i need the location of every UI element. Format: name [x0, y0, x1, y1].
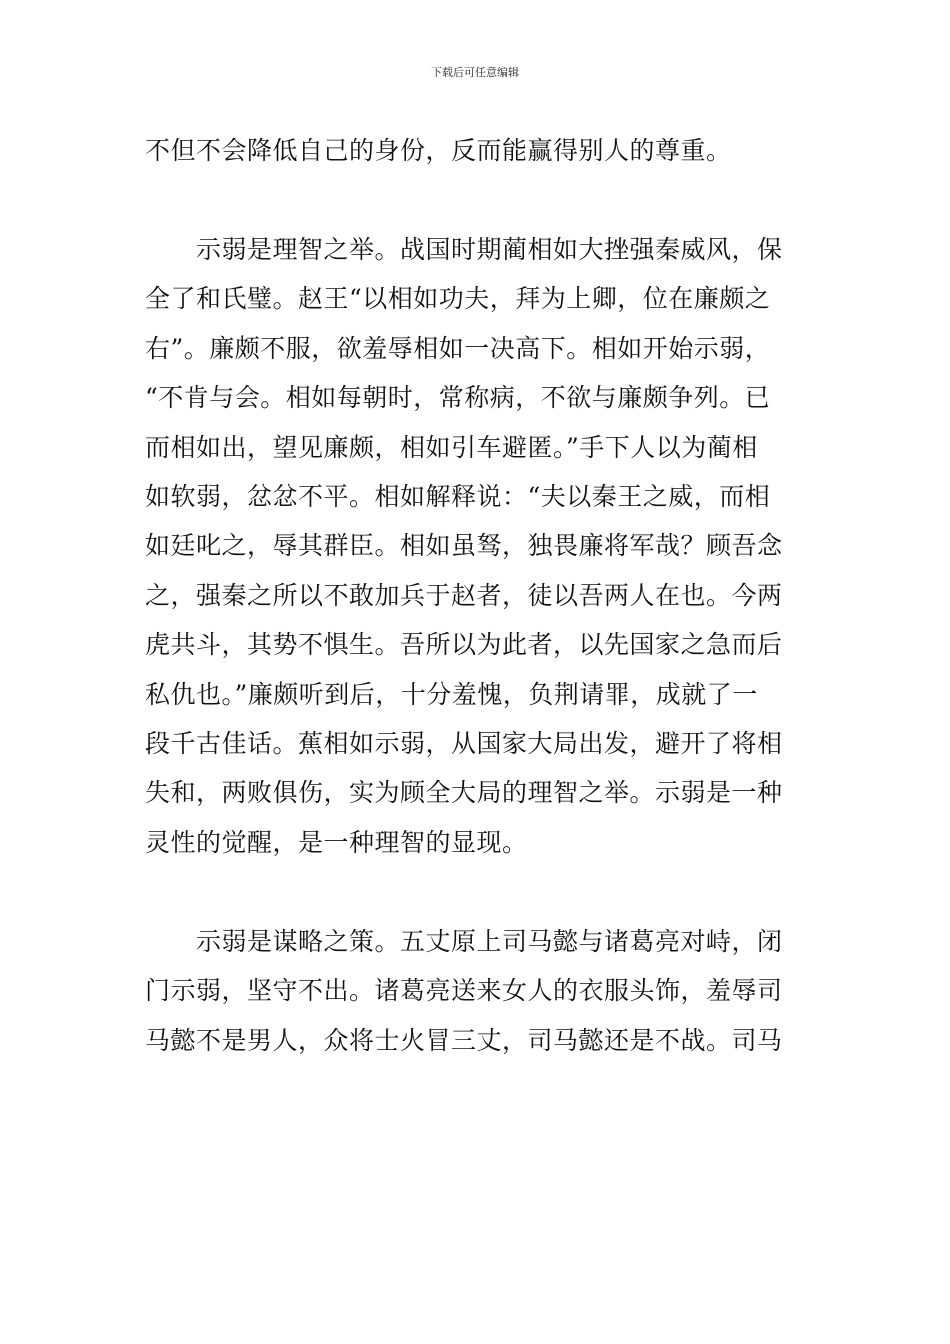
paragraph-1: [145, 126, 810, 175]
text-line: 如廷叱之，辱其群臣。相如虽驽，独畏廉将军哉？顾吾念: [145, 531, 783, 561]
text-line: “不肯与会。相如每朝时，常称病，不欲与廉颇争列。已: [145, 383, 771, 413]
text-line: 虎共斗，其势不惧生。吾所以为此者，以先国家之急而后: [145, 630, 783, 660]
page-header: 下载后可任意编辑: [431, 66, 519, 79]
text-line: 门示弱，坚守不出。诸葛亮送来女人的衣服头饰，羞辱司: [145, 976, 783, 1006]
text-line: 不但不会降低自己的身份，反而能赢得别人的尊重。: [145, 136, 732, 165]
text-line: 段千古佳话。蕉相如示弱，从国家大局出发，避开了将相: [145, 728, 783, 758]
text-line: 马懿不是男人，众将士火冒三丈，司马懿还是不战。司马: [145, 1025, 783, 1055]
text-line: 之，强秦之所以不敢加兵于赵者，徒以吾两人在也。今两: [145, 580, 783, 610]
paragraph-3: [145, 917, 810, 1065]
text-line: 失和，两败俱伤，实为顾全大局的理智之举。示弱是一种: [145, 778, 783, 808]
text-line: 灵性的觉醒，是一种理智的显现。: [145, 827, 528, 857]
text-line: 而相如出，望见廉颇，相如引车避匿。”手下人以为蔺相: [145, 432, 758, 462]
text-line: 右”。廉颇不服，欲羞辱相如一决高下。相如开始示弱，: [145, 333, 771, 363]
text-line: 示弱是谋略之策。五丈原上司马懿与诸葛亮对峙，闭: [145, 927, 783, 956]
text-line: 如软弱，忿忿不平。相如解释说：“夫以秦王之威，而相: [145, 481, 771, 511]
text-line: 私仇也。”廉颇听到后，十分羞愧，负荆请罪，成就了一: [145, 679, 758, 709]
text-line: 全了和氏璧。赵王“以相如功夫，拜为上卿，位在廉颇之: [145, 284, 771, 314]
text-line: 示弱是理智之举。战国时期蔺相如大挫强秦威风，保: [145, 235, 783, 264]
paragraph-2: [145, 225, 810, 867]
